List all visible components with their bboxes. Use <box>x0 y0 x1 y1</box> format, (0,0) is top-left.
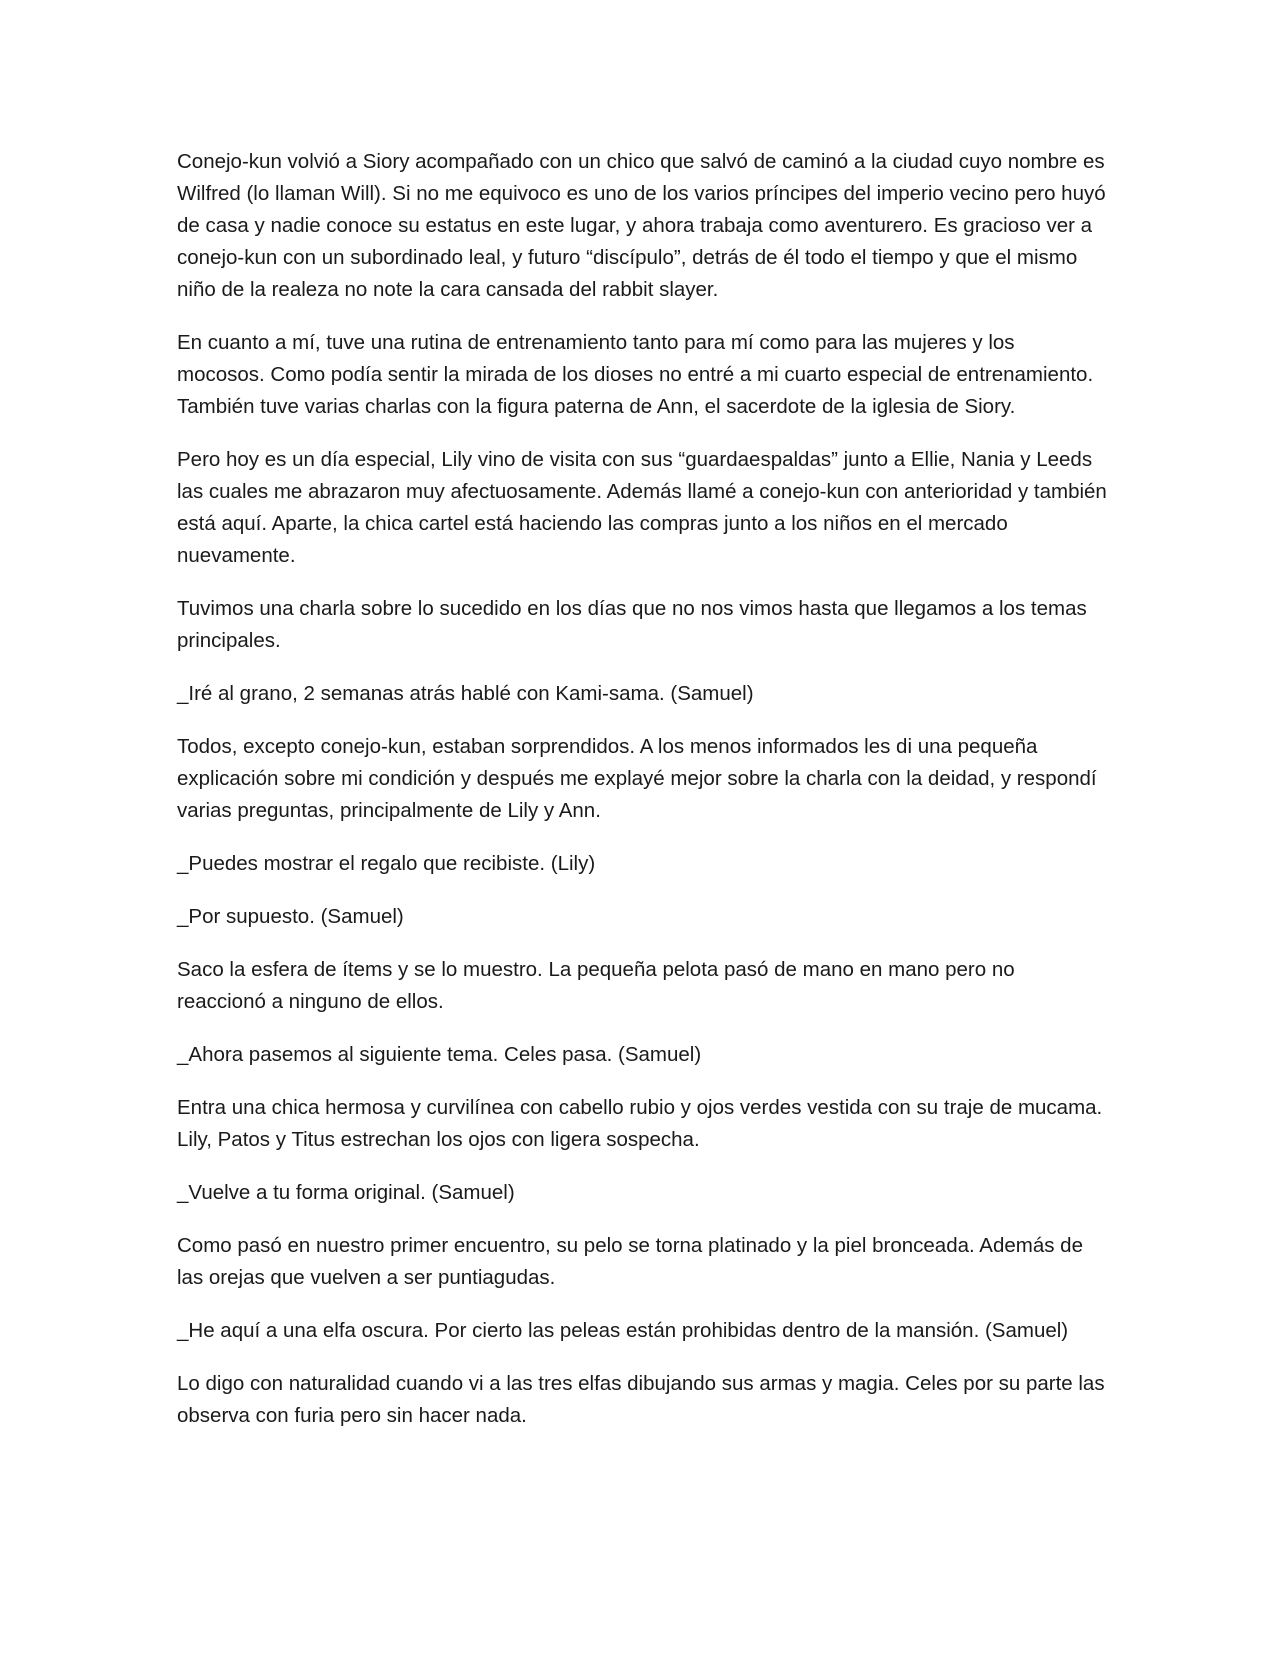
document-body <box>177 146 1107 1453</box>
paragraph: Lo digo con naturalidad cuando vi a las tres elfas dibujando sus armas y magia. Celes por su parte las observa con furia pero sin hacer nada. <box>177 1372 1105 1427</box>
dialogue-line: _He aquí a una elfa oscura. Por cierto las peleas están prohibidas dentro de la mansión. (Samuel) <box>177 1319 1069 1342</box>
paragraph: Como pasó en nuestro primer encuentro, su pelo se torna platinado y la piel bronceada. Además de las orejas que vuelven a ser puntiagudas. <box>177 1234 1083 1289</box>
paragraph: Todos, excepto conejo-kun, estaban sorprendidos. A los menos informados les di una pequeña explicación sobre mi condición y después me explayé mejor sobre la charla con la deidad, y respondí varias preguntas, principalmente de Lily y Ann. <box>177 735 1097 822</box>
paragraph: Tuvimos una charla sobre lo sucedido en los días que no nos vimos hasta que llegamos a los temas principales. <box>177 597 1087 652</box>
dialogue-line: _Puedes mostrar el regalo que recibiste. (Lily) <box>177 852 596 875</box>
paragraph: Entra una chica hermosa y curvilínea con cabello rubio y ojos verdes vestida con su traje de mucama. Lily, Patos y Titus estrechan los ojos con ligera sospecha. <box>177 1096 1103 1151</box>
dialogue-line: _Iré al grano, 2 semanas atrás hablé con Kami-sama. (Samuel) <box>177 682 754 705</box>
paragraph: Saco la esfera de ítems y se lo muestro. La pequeña pelota pasó de mano en mano pero no reaccionó a ninguno de ellos. <box>177 958 1015 1013</box>
paragraph: Conejo-kun volvió a Siory acompañado con un chico que salvó de caminó a la ciudad cuyo nombre es Wilfred (lo llaman Will). Si no me equivoco es uno de los varios príncipes del imperio vecino pero huyó de casa y nadie conoce su estatus en este lugar, y ahora trabaja como aventurero. Es gracioso ver a conejo-kun con un subordinado leal, y futuro “discípulo”, detrás de él todo el tiempo y que el mismo niño de la realeza no note la cara cansada del rabbit slayer. <box>177 150 1106 301</box>
dialogue-line: _Vuelve a tu forma original. (Samuel) <box>177 1181 515 1204</box>
dialogue-line: _Ahora pasemos al siguiente tema. Celes pasa. (Samuel) <box>177 1043 702 1066</box>
paragraph: Pero hoy es un día especial, Lily vino de visita con sus “guardaespaldas” junto a Ellie, Nania y Leeds las cuales me abrazaron muy afectuosamente. Además llamé a conejo-kun con anterioridad y también está aquí. Aparte, la chica cartel está haciendo las compras junto a los niños en el mercado nuevamente. <box>177 448 1107 567</box>
dialogue-line: _Por supuesto. (Samuel) <box>177 905 404 928</box>
paragraph: En cuanto a mí, tuve una rutina de entrenamiento tanto para mí como para las mujeres y los mocosos. Como podía sentir la mirada de los dioses no entré a mi cuarto especial de entrenamiento. También tuve varias charlas con la figura paterna de Ann, el sacerdote de la iglesia de Siory. <box>177 331 1094 418</box>
